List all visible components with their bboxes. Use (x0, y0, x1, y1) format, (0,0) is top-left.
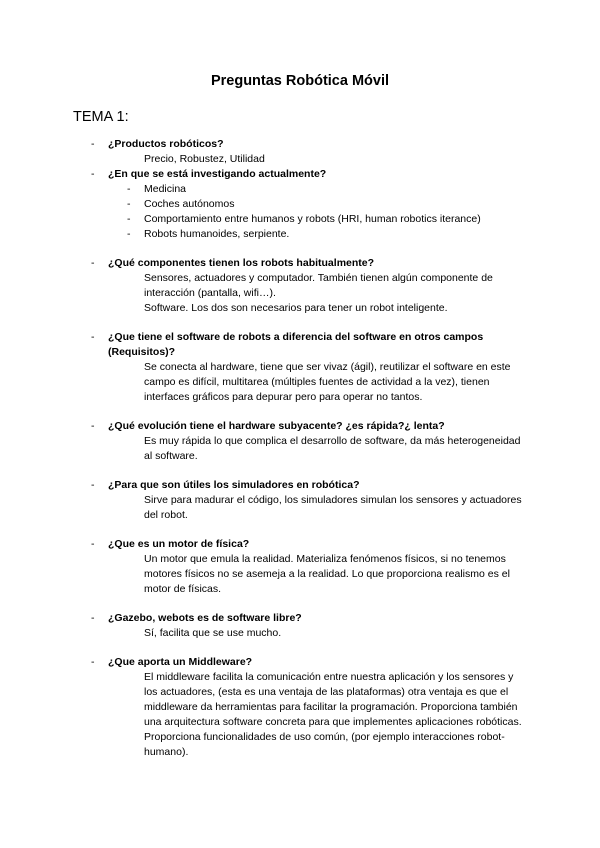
bullet-dash: - (91, 656, 95, 668)
answer-text (144, 360, 524, 405)
bullet-dash: - (91, 420, 95, 432)
question-item (0, 655, 600, 760)
list-item-text: Comportamiento entre humanos y robots (HRI, human robotics iterance) (144, 213, 481, 225)
bullet-dash: - (91, 168, 95, 180)
answer-paragraph: Precio, Robustez, Utilidad (144, 153, 265, 165)
question-item (0, 330, 600, 419)
answer-paragraph: Un motor que emula la realidad. Materializa fenómenos físicos, si no tenemos motores físicos no se asemeja a la realidad. Lo que proporciona realismo es el motor de físicas. (144, 553, 510, 595)
question-item (0, 611, 600, 655)
list-item (127, 182, 600, 197)
question-list (0, 137, 600, 760)
document-title: Preguntas Robótica Móvil (210, 73, 390, 89)
answer-paragraph: Se conecta al hardware, tiene que ser vivaz (ágil), reutilizar el software en este campo es difícil, multitarea (múltiples fuentes de actividad a la vez), tienen interfaces gráficos para depurar pero para operar no tantos. (144, 361, 511, 403)
question-text: ¿Que es un motor de física? (108, 538, 250, 550)
bullet-dash: - (127, 198, 131, 210)
list-item (127, 197, 600, 212)
answer-text (144, 271, 524, 316)
question-item (0, 137, 600, 167)
research-topic-list (0, 182, 600, 242)
bullet-dash: - (91, 257, 95, 269)
list-item-text: Robots humanoides, serpiente. (144, 228, 290, 240)
question-item (0, 537, 600, 611)
answer-text (144, 670, 524, 760)
bullet-dash: - (127, 213, 131, 225)
list-item (127, 212, 600, 227)
question-text: ¿En que se está investigando actualmente? (108, 168, 327, 180)
question-text: ¿Para que son útiles los simuladores en robótica? (108, 479, 360, 491)
list-item-text: Coches autónomos (144, 198, 235, 210)
answer-text (144, 434, 524, 464)
question-text: ¿Que aporta un Middleware? (108, 656, 253, 668)
answer-text (144, 152, 524, 167)
question-text: ¿Que tiene el software de robots a diferencia del software en otros campos (Requisitos)? (108, 331, 484, 358)
answer-paragraph: Sensores, actuadores y computador. También tienen algún componente de interacción (pantalla, wifi…). (144, 272, 493, 299)
question-text: ¿Gazebo, webots es de software libre? (108, 612, 302, 624)
question-text: ¿Qué componentes tienen los robots habitualmente? (108, 257, 375, 269)
bullet-dash: - (127, 228, 131, 240)
list-item-text: Medicina (144, 183, 187, 195)
question-text: ¿Productos robóticos? (108, 138, 224, 150)
question-item (0, 256, 600, 330)
bullet-dash: - (91, 138, 95, 150)
list-item (127, 227, 600, 242)
answer-text (144, 493, 524, 523)
answer-paragraph: Es muy rápida lo que complica el desarrollo de software, da más heterogeneidad al software. (144, 435, 521, 462)
answer-paragraph: Sí, facilita que se use mucho. (144, 627, 282, 639)
question-text: ¿Qué evolución tiene el hardware subyacente? ¿es rápida?¿ lenta? (108, 420, 445, 432)
bullet-dash: - (91, 331, 95, 343)
answer-text (144, 626, 524, 641)
question-item (0, 478, 600, 537)
bullet-dash: - (91, 538, 95, 550)
bullet-dash: - (127, 183, 131, 195)
answer-paragraph: Sirve para madurar el código, los simuladores simulan los sensores y actuadores del robot. (144, 494, 522, 521)
section-heading: TEMA 1: (73, 109, 129, 125)
question-item (0, 419, 600, 478)
answer-paragraph: El middleware facilita la comunicación entre nuestra aplicación y los sensores y los actuadores, (esta es una ventaja de las plataformas) otra ventaja es que el middleware da herramientas para facilitar la programación. Proporciona también una arquitectura software concreta para que implementes aplicaciones robóticas. Proporciona funcionalidades de uso común, (por ejemplo interacciones robot-humano). (144, 671, 522, 758)
answer-text (144, 552, 524, 597)
answer-paragraph: Software. Los dos son necesarios para tener un robot inteligente. (144, 302, 448, 314)
bullet-dash: - (91, 612, 95, 624)
bullet-dash: - (91, 479, 95, 491)
question-item (0, 167, 600, 256)
